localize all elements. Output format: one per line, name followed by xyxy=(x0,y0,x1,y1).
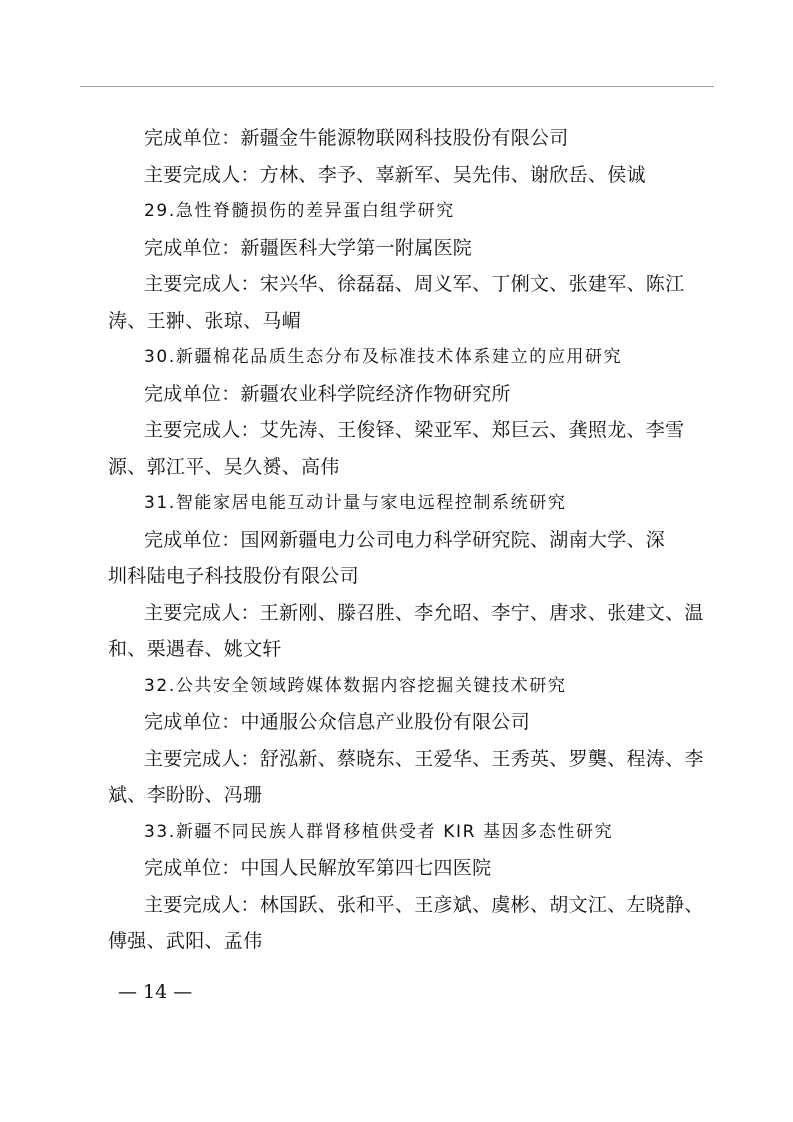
entry-29-unit: 完成单位：新疆医科大学第一附属医院 xyxy=(144,236,473,259)
entry-32-unit: 完成单位：中通服公众信息产业股份有限公司 xyxy=(144,711,531,733)
entry-31-unit-line-1: 完成单位：国网新疆电力公司电力科学研究院、湖南大学、深 xyxy=(144,528,666,551)
entry-28-people: 主要完成人：方林、李予、辜新军、吴先伟、谢欣岳、侯诚 xyxy=(144,163,646,186)
entry-31-title: 31.智能家居电能互动计量与家电远程控制系统研究 xyxy=(144,493,567,513)
entry-31-people-line-2: 和、栗遇春、姚文轩 xyxy=(108,638,282,660)
entry-29-people-line-2: 涛、王翀、张琼、马嵋 xyxy=(108,309,302,332)
entry-32-people-line-1: 主要完成人：舒泓新、蔡晓东、王爱华、王秀英、罗龑、程涛、李 xyxy=(144,747,704,770)
entry-31-people-line-1: 主要完成人：王新刚、滕召胜、李允昭、李宁、唐求、张建文、温 xyxy=(144,601,704,624)
entry-33-unit: 完成单位：中国人民解放军第四七四医院 xyxy=(144,857,492,879)
header-rule xyxy=(80,86,714,87)
entry-31-unit-line-2: 圳科陆电子科技股份有限公司 xyxy=(108,565,359,587)
document-body xyxy=(108,120,704,960)
page-number: — 14 — xyxy=(118,981,193,1003)
entry-30-unit: 完成单位：新疆农业科学院经济作物研究所 xyxy=(144,382,511,405)
entry-33-people-line-1: 主要完成人：林国跃、张和平、王彦斌、虞彬、胡文江、左晓静、 xyxy=(144,893,704,916)
entry-30-title: 30.新疆棉花品质生态分布及标准技术体系建立的应用研究 xyxy=(144,347,623,367)
entry-32-title: 32.公共安全领域跨媒体数据内容挖掘关键技术研究 xyxy=(144,675,567,696)
entry-33-people-line-2: 傅强、武阳、孟伟 xyxy=(108,930,263,952)
entry-29-title: 29.急性脊髓损伤的差异蛋白组学研究 xyxy=(144,201,455,221)
entry-32-people-line-2: 斌、李盼盼、冯珊 xyxy=(108,784,263,806)
entry-33-title: 33.新疆不同民族人群肾移植供受者 KIR 基因多态性研究 xyxy=(144,821,614,842)
entry-30-people-line-2: 源、郭江平、吴久赟、高伟 xyxy=(108,455,340,478)
entry-29-people-line-1: 主要完成人：宋兴华、徐磊磊、周义军、丁俐文、张建军、陈江 xyxy=(144,273,685,295)
entry-28-unit: 完成单位：新疆金牛能源物联网科技股份有限公司 xyxy=(144,127,569,149)
entry-30-people-line-1: 主要完成人：艾先涛、王俊铎、梁亚军、郑巨云、龚照龙、李雪 xyxy=(144,419,685,441)
